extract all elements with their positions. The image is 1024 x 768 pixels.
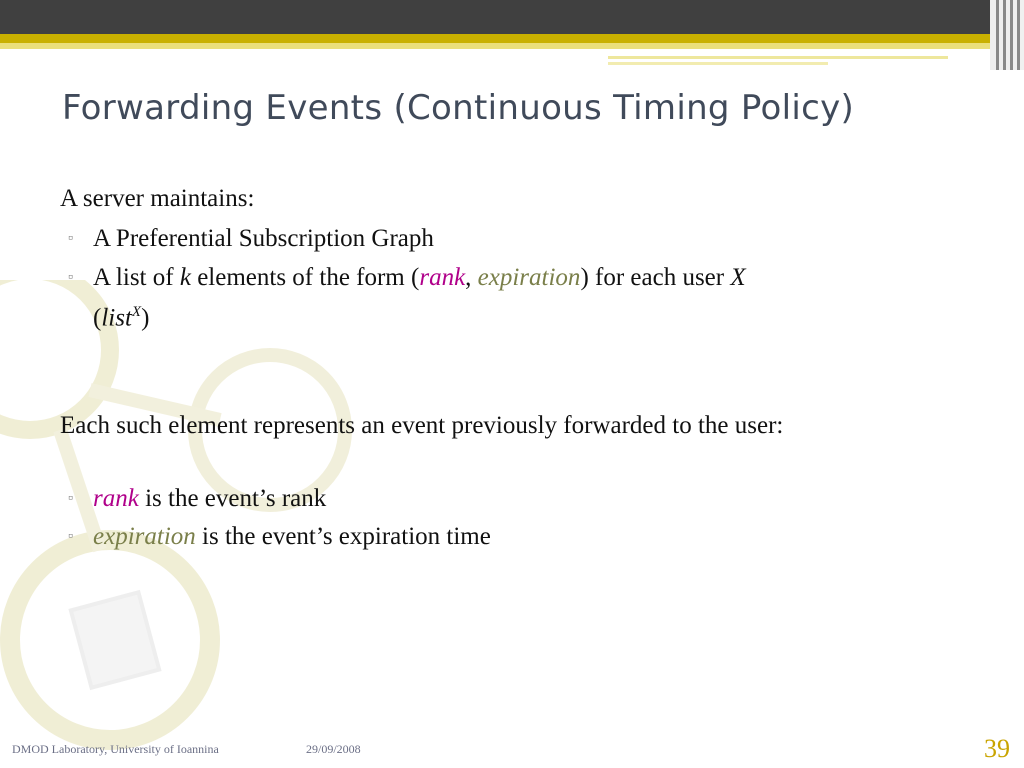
list-superscript: X	[131, 304, 142, 320]
bullet-marker: ▫	[68, 491, 73, 506]
text-fragment: is the event’s expiration time	[195, 523, 491, 550]
footer-lab: DMOD Laboratory, University of Ioannina	[12, 742, 219, 756]
header-light-gold-band	[0, 43, 990, 49]
bullet-text	[93, 520, 933, 554]
x-variable: X	[730, 264, 746, 291]
expiration-term: expiration	[93, 523, 196, 550]
top-decorative-bar	[0, 0, 1024, 70]
bullet-marker: ▫	[68, 270, 73, 285]
text-fragment: ,	[465, 264, 478, 291]
header-gold-band	[0, 34, 990, 43]
bullet-text: A Preferential Subscription Graph	[93, 225, 434, 252]
header-vertical-line	[1017, 0, 1020, 70]
expiration-term: expiration	[477, 264, 581, 291]
header-accent-strip	[608, 56, 948, 59]
bullet-marker: ▫	[68, 529, 73, 544]
page-number: 39	[984, 734, 1010, 763]
paragraph-server-maintains: A server maintains:	[60, 185, 255, 212]
rank-term: rank	[419, 264, 466, 291]
list-term: list	[101, 304, 132, 332]
text-fragment: is the event’s rank	[138, 485, 327, 512]
bullet-text	[93, 482, 933, 516]
bullet-marker: ▫	[68, 231, 73, 246]
text-fragment: (	[93, 304, 102, 332]
text-fragment: A list of	[93, 264, 180, 291]
header-right-panel	[990, 0, 1024, 70]
header-vertical-line	[1010, 0, 1013, 70]
paragraph-each-element: Each such element represents an event previously forwarded to the user:	[60, 412, 784, 439]
footer-date: 29/09/2008	[306, 742, 361, 756]
k-variable: k	[179, 264, 191, 291]
rank-term: rank	[93, 485, 139, 512]
header-accent-strip-2	[608, 62, 828, 65]
header-vertical-line	[996, 0, 999, 70]
bullet-text	[93, 261, 933, 335]
slide-title: Forwarding Events (Continuous Timing Policy)	[62, 88, 855, 128]
text-fragment: )	[141, 304, 150, 332]
header-dark-band	[0, 0, 990, 34]
text-fragment: elements of the form (	[190, 264, 420, 291]
header-vertical-line	[1003, 0, 1006, 70]
text-fragment: ) for each user	[580, 264, 731, 291]
